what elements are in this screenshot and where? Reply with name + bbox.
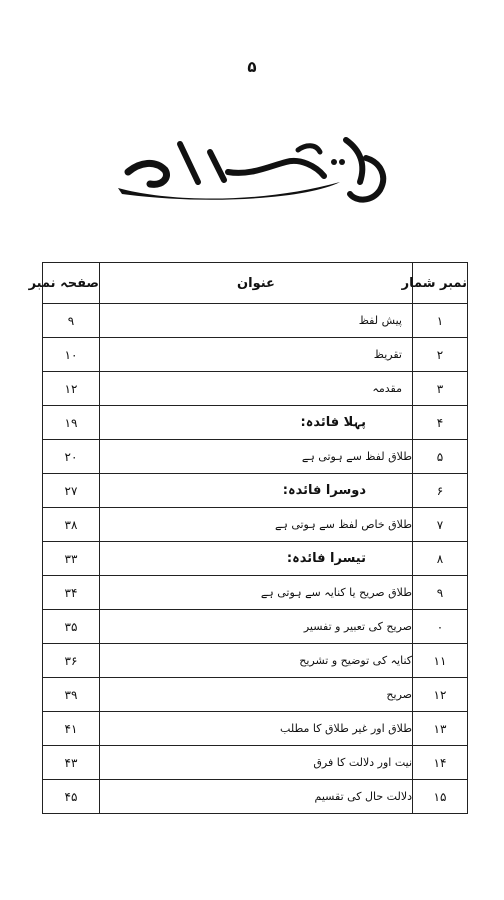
column-header-page: صفحہ نمبر bbox=[43, 263, 100, 304]
row-page-number: ۴۵ bbox=[43, 780, 100, 814]
table-row bbox=[43, 474, 468, 508]
table-header-row bbox=[43, 263, 468, 304]
row-page-number: ۱۰ bbox=[43, 338, 100, 372]
row-number: ۱۴ bbox=[413, 746, 468, 780]
section-heading: تیسرا فائدہ: bbox=[100, 542, 413, 576]
calligraphy-title-art bbox=[110, 132, 400, 212]
table-row bbox=[43, 508, 468, 542]
table-row bbox=[43, 644, 468, 678]
row-number: ۰ bbox=[413, 610, 468, 644]
page-title bbox=[110, 132, 400, 212]
row-number: ۶ bbox=[413, 474, 468, 508]
row-page-number: ۳۴ bbox=[43, 576, 100, 610]
row-subject: طلاق اور غیر طلاق کا مطلب bbox=[100, 712, 413, 746]
row-page-number: ۱۲ bbox=[43, 372, 100, 406]
column-header-subject: عنوان bbox=[100, 263, 413, 304]
table-row bbox=[43, 746, 468, 780]
row-number: ۵ bbox=[413, 440, 468, 474]
row-page-number: ۱۹ bbox=[43, 406, 100, 440]
table-row bbox=[43, 610, 468, 644]
row-page-number: ۴۳ bbox=[43, 746, 100, 780]
row-page-number: ۲۷ bbox=[43, 474, 100, 508]
row-number: ۹ bbox=[413, 576, 468, 610]
row-subject: دلالت حال کی تقسیم bbox=[100, 780, 413, 814]
row-subject: طلاق صریح یا کنایہ سے ہوتی ہے bbox=[100, 576, 413, 610]
row-subject: مقدمہ bbox=[100, 372, 413, 406]
table-row bbox=[43, 304, 468, 338]
row-number: ۲ bbox=[413, 338, 468, 372]
table-row bbox=[43, 576, 468, 610]
table-row bbox=[43, 678, 468, 712]
row-page-number: ۹ bbox=[43, 304, 100, 338]
column-header-number: نمبر شمار bbox=[413, 263, 468, 304]
row-page-number: ۳۶ bbox=[43, 644, 100, 678]
row-subject: پیش لفظ bbox=[100, 304, 413, 338]
row-number: ۴ bbox=[413, 406, 468, 440]
row-number: ۱۲ bbox=[413, 678, 468, 712]
row-page-number: ۳۸ bbox=[43, 508, 100, 542]
section-heading: دوسرا فائدہ: bbox=[100, 474, 413, 508]
row-subject: طلاق لفظ سے ہوتی ہے bbox=[100, 440, 413, 474]
table-row bbox=[43, 712, 468, 746]
table-row bbox=[43, 440, 468, 474]
row-number: ۳ bbox=[413, 372, 468, 406]
row-number: ۱۵ bbox=[413, 780, 468, 814]
row-number: ۸ bbox=[413, 542, 468, 576]
table-row bbox=[43, 338, 468, 372]
page-number: ۵ bbox=[247, 58, 257, 76]
row-page-number: ۳۵ bbox=[43, 610, 100, 644]
row-page-number: ۳۳ bbox=[43, 542, 100, 576]
row-number: ۷ bbox=[413, 508, 468, 542]
row-subject: نیت اور دلالت کا فرق bbox=[100, 746, 413, 780]
table-row bbox=[43, 780, 468, 814]
row-subject: تقریظ bbox=[100, 338, 413, 372]
row-page-number: ۳۹ bbox=[43, 678, 100, 712]
table-row bbox=[43, 372, 468, 406]
row-subject: طلاق خاص لفظ سے ہوتی ہے bbox=[100, 508, 413, 542]
row-number: ۱۳ bbox=[413, 712, 468, 746]
row-number: ۱۱ bbox=[413, 644, 468, 678]
row-subject: صریح کی تعبیر و تفسیر bbox=[100, 610, 413, 644]
table-row bbox=[43, 542, 468, 576]
table-row bbox=[43, 406, 468, 440]
row-subject: صریح bbox=[100, 678, 413, 712]
row-number: ۱ bbox=[413, 304, 468, 338]
row-page-number: ۲۰ bbox=[43, 440, 100, 474]
section-heading: پہلا فائدہ: bbox=[100, 406, 413, 440]
row-subject: کنایہ کی توضیح و تشریح bbox=[100, 644, 413, 678]
row-page-number: ۴۱ bbox=[43, 712, 100, 746]
contents-table bbox=[28, 262, 468, 814]
